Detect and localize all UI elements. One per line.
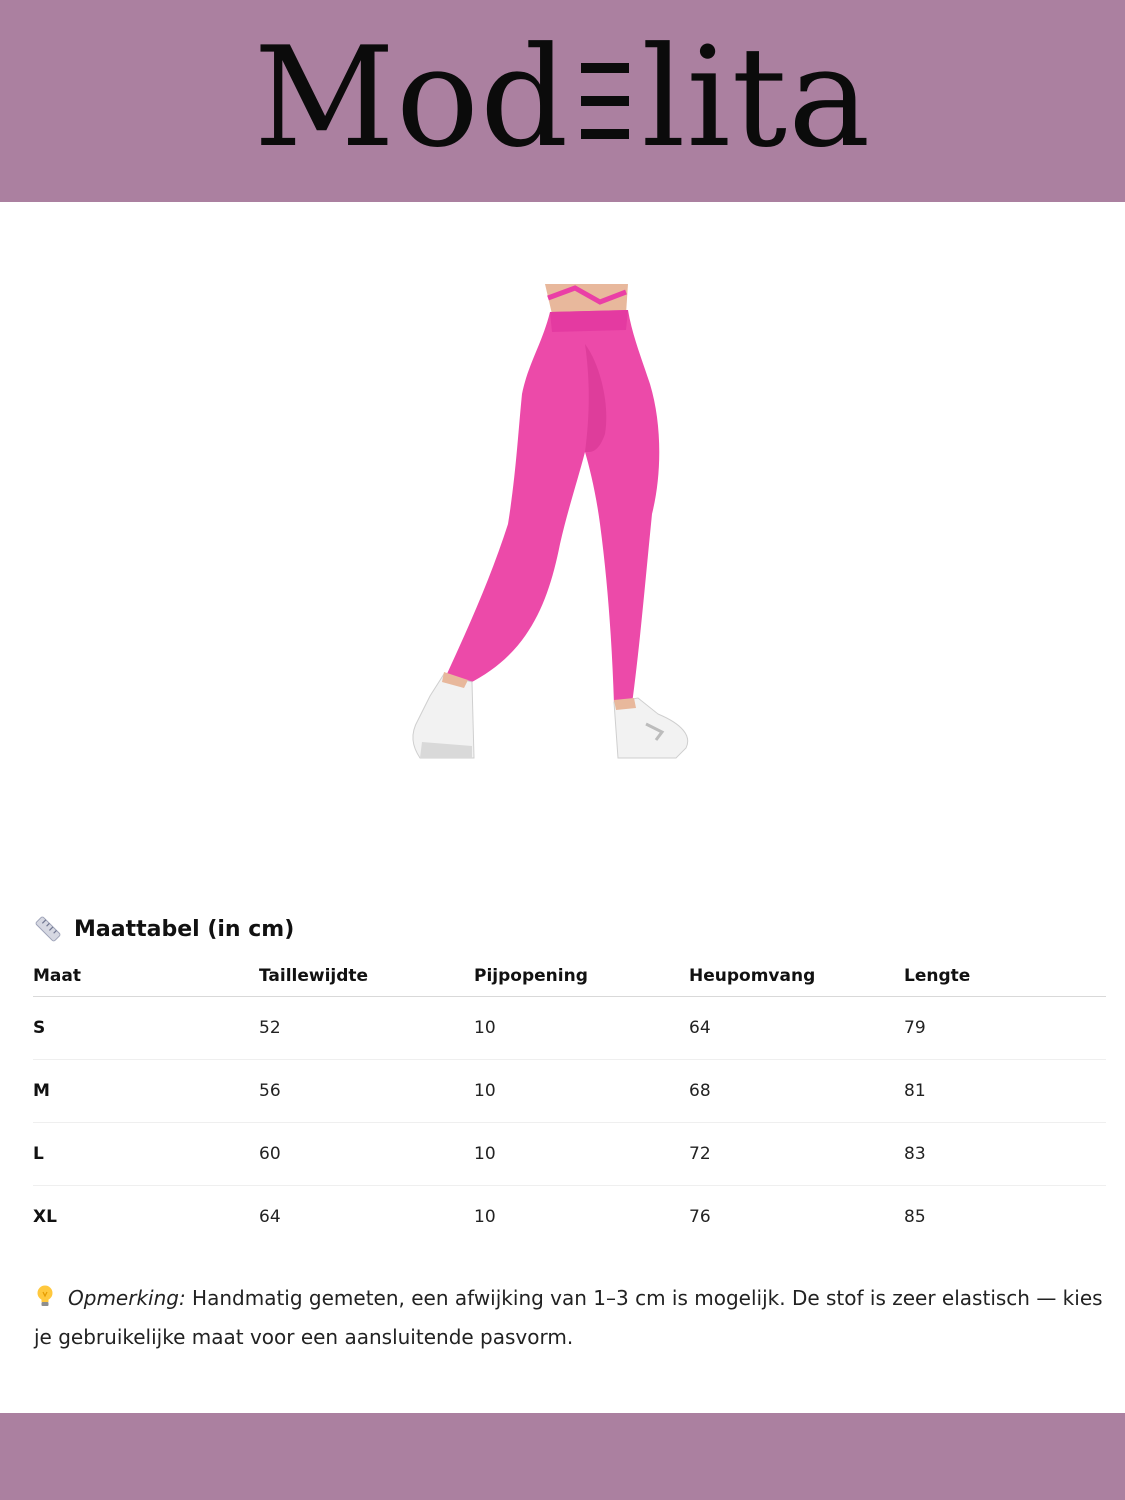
leg-opening-cell: 10 — [474, 997, 689, 1060]
table-row — [33, 997, 1106, 1060]
table-row — [33, 1186, 1106, 1249]
table-row — [33, 1060, 1106, 1123]
ruler-icon — [34, 915, 62, 943]
length-cell: 81 — [904, 1060, 1106, 1123]
length-cell: 83 — [904, 1123, 1106, 1186]
length-cell: 85 — [904, 1207, 926, 1227]
logo-e-mark — [573, 53, 635, 149]
hip-cell: 68 — [689, 1060, 904, 1123]
size-chart-heading — [34, 912, 294, 946]
logo-text-right: lita — [641, 17, 872, 178]
size-chart-title: Maattabel (in cm) — [74, 916, 295, 942]
logo-text-left: Mod — [253, 17, 570, 178]
leg-opening-cell: 10 — [474, 1207, 496, 1227]
size-cell: S — [33, 997, 259, 1060]
waist-cell: 56 — [259, 1060, 474, 1123]
waist-cell: 52 — [259, 997, 474, 1060]
leg-opening-cell: 10 — [474, 1123, 689, 1186]
size-cell: M — [33, 1060, 259, 1123]
column-header-waist: Taillewijdte — [259, 956, 474, 997]
hip-cell: 72 — [689, 1123, 904, 1186]
leg-opening-cell: 10 — [474, 1060, 689, 1123]
column-header-length: Lengte — [904, 956, 1106, 997]
column-header-leg-opening: Pijpopening — [474, 956, 689, 997]
lightbulb-icon — [34, 1284, 56, 1308]
header-banner — [0, 0, 1125, 202]
product-photo — [400, 284, 700, 760]
hip-cell: 64 — [689, 997, 904, 1060]
footer-banner — [0, 1413, 1125, 1500]
brand-logo — [0, 18, 1125, 178]
waist-cell: 60 — [259, 1123, 474, 1186]
table-header-row — [33, 956, 1106, 997]
length-cell: 79 — [904, 997, 1106, 1060]
size-chart-table — [33, 956, 1106, 1248]
column-header-size: Maat — [33, 956, 259, 997]
hip-cell: 76 — [689, 1207, 711, 1227]
note-text: Handmatig gemeten, een afwijking van 1–3 cm is mogelijk. De stof is zeer elastisch — kies je gebruikelijke maat voor een aansluitende pasvorm. — [34, 1286, 1103, 1349]
note-label: Opmerking: — [68, 1286, 186, 1310]
size-cell: XL — [33, 1207, 57, 1227]
size-cell: L — [33, 1123, 259, 1186]
table-row — [33, 1123, 1106, 1186]
fit-note — [34, 1279, 1109, 1357]
column-header-hip: Heupomvang — [689, 956, 904, 997]
waist-cell: 64 — [259, 1207, 281, 1227]
